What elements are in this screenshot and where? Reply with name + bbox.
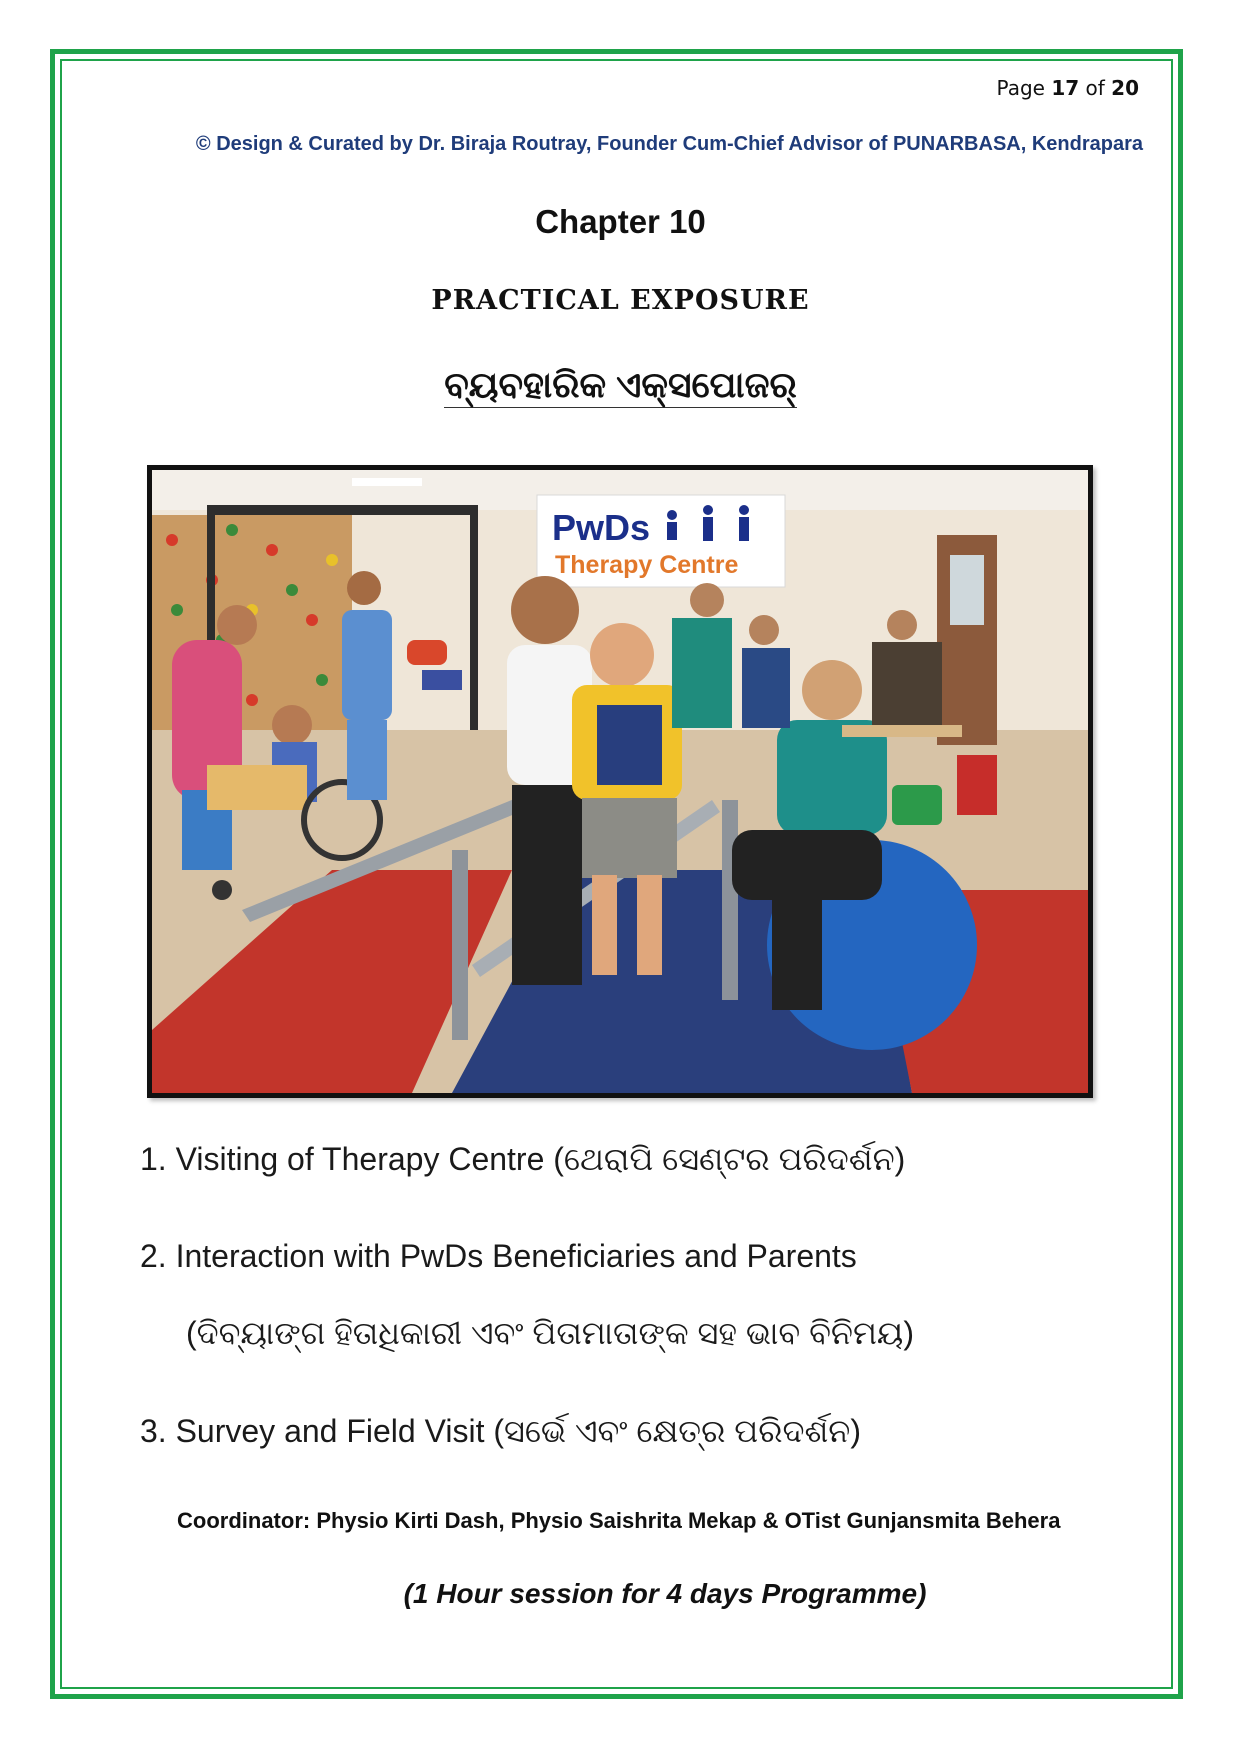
credit-line: © Design & Curated by Dr. Biraja Routray, Founder Cum-Chief Advisor of PUNARBASA, Kendrapara (195, 133, 1143, 155)
therapy-centre-photo (147, 465, 1093, 1098)
list-item-therapy-visit: 1. Visiting of Therapy Centre (ଥେରାପି ସେଣ୍ଟର ପରିଦର୍ଶନ) (140, 1141, 906, 1177)
page-number: Page 17 of 20 (996, 76, 1139, 100)
session-note: (1 Hour session for 4 days Programme) (403, 1578, 927, 1609)
photo-illustration (152, 470, 1088, 1093)
list-item-interaction-odia: (ଦିବ୍ୟାଙ୍ଗ ହିତାଧିକାରୀ ଏବଂ ପିତାମାତାଙ୍କ ସହ ଭାବ ବିନିମୟ) (186, 1315, 914, 1351)
coordinator-line: Coordinator: Physio Kirti Dash, Physio Saishrita Mekap & OTist Gunjansmita Behera (177, 1508, 1061, 1533)
chapter-heading: Chapter 10 (535, 203, 706, 240)
odia-title: ବ୍ୟବହାରିକ ଏକ୍ସପୋଜର୍ (0, 364, 1241, 407)
sign-text-pwds: PwDs (552, 507, 651, 548)
list-item-survey: 3. Survey and Field Visit (ସର୍ଭେ ଏବଂ କ୍ଷେତ୍ର ପରିଦର୍ଶନ) (140, 1413, 861, 1449)
chapter-subtitle: PRACTICAL EXPOSURE (431, 285, 810, 316)
sign-text-therapy: Therapy Centre (555, 551, 739, 579)
list-item-interaction: 2. Interaction with PwDs Beneficiaries and Parents (140, 1238, 857, 1274)
